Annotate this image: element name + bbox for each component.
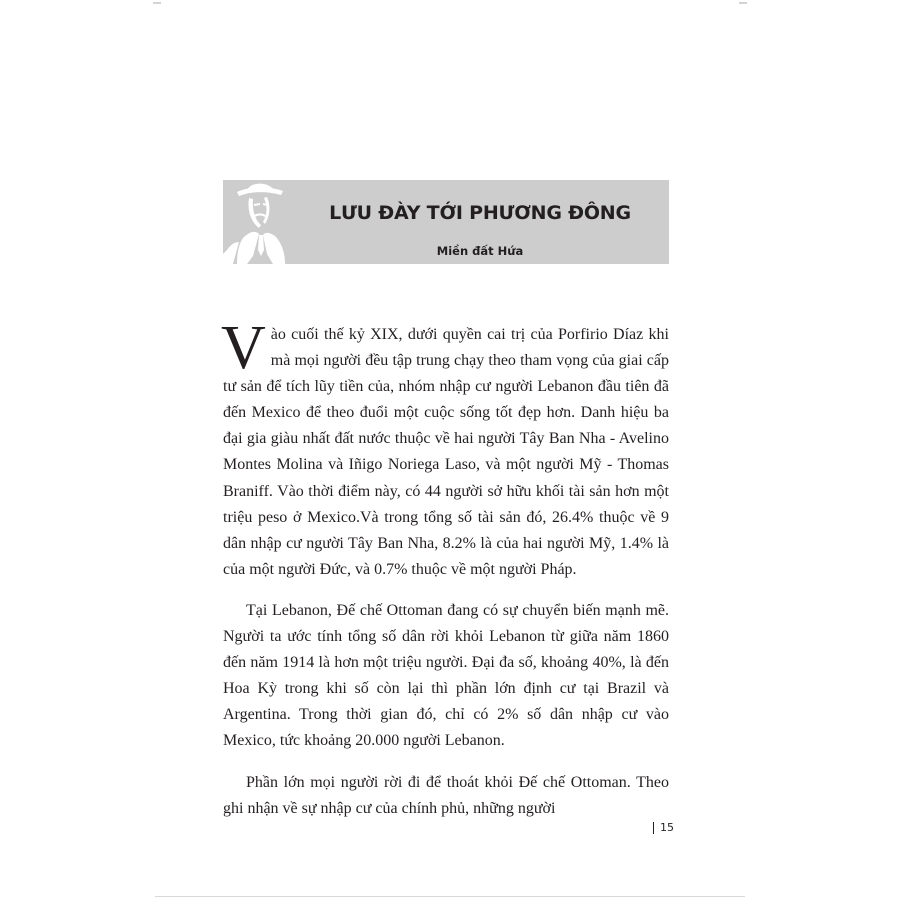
crop-mark-left (153, 2, 161, 4)
crop-mark-right (739, 2, 747, 4)
chapter-subtitle: Miền đất Hứa (436, 244, 524, 258)
page-bottom-edge (155, 896, 745, 897)
paragraph (221, 314, 669, 583)
paragraph: Phần lớn mọi người rời đi để thoát khỏi Đế chế Ottoman. Theo ghi nhận về sự nhập cư của chính phủ, những người (223, 773, 669, 817)
page-number: 15 (653, 822, 674, 834)
chapter-title: LƯU ĐÀY TỚI PHƯƠNG ĐÔNG (329, 202, 631, 224)
paragraph-text: ào cuối thế kỷ XIX, dưới quyền cai trị của Porfirio Díaz khi mà mọi người đều tập trung chạy theo tham vọng của giai cấp tư sản để tích lũy tiền của, nhóm nhập cư người Lebanon đầu tiên đã đến Mexico để theo đuổi một cuộc sống tốt đẹp hơn. Danh hiệu ba đại gia giàu nhất đất nước thuộc về hai người Tây Ban Nha - Avelino Montes Molina và Iñigo Noriega Laso, và một người Mỹ - Thomas Braniff. Vào thời điểm này, có 44 người sở hữu khối tài sản hơn một triệu peso ở Mexico.Và trong tổng số tài sản đó, 26.4% thuộc về 9 dân nhập cư người Tây Ban Nha, 8.2% là của hai người Mỹ, 1.4% là của một người Đức, và 0.7% thuộc về một người Pháp. (223, 326, 669, 578)
drop-cap: V (221, 314, 266, 382)
portrait-illustration (223, 180, 291, 264)
body-text (221, 314, 669, 822)
paragraph: Tại Lebanon, Đế chế Ottoman đang có sự chuyển biến mạnh mẽ. Người ta ước tính tổng số dân rời khỏi Lebanon từ giữa năm 1860 đến năm 1914 là hơn một triệu người. Đại đa số, khoảng 40%, là đến Hoa Kỳ trong khi số còn lại thì phần lớn định cư tại Brazil và Argentina. Trong thời gian đó, chỉ có 2% số dân nhập cư vào Mexico, tức khoảng 20.000 người Lebanon. (223, 601, 669, 750)
chapter-banner (223, 180, 669, 264)
